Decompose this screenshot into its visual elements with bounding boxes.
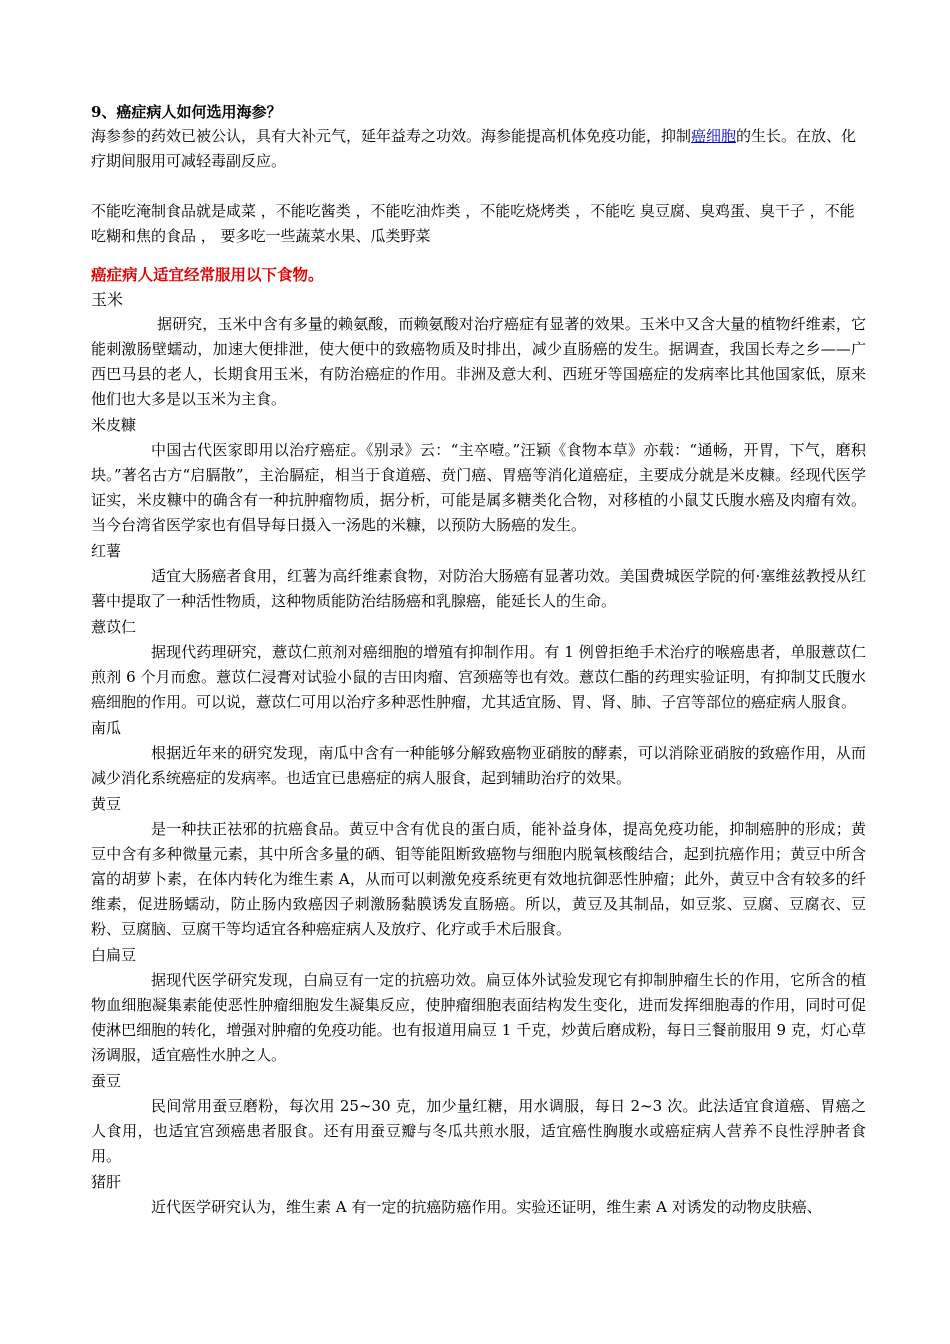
food-name-soybean: 黄豆	[91, 795, 122, 813]
cancer-cell-link[interactable]: 癌细胞	[691, 127, 737, 145]
food-name-broad-bean: 蚕豆	[91, 1072, 122, 1090]
food-avoid-paragraph: 不能吃淹制食品就是咸菜 ，不能吃酱类 ，不能吃油炸类 ，不能吃烧烤类 ，不能吃 臭豆腐、臭鸡蛋、臭干子 ，不能吃糊和焦的食品 ， 要多吃一些蔬菜水果、瓜类野菜	[91, 202, 855, 245]
blank-line	[91, 174, 866, 199]
food-name-white-hyacinth-bean: 白扁豆	[91, 946, 137, 964]
food-text-corn: 据研究，玉米中含有多量的赖氨酸，而赖氨酸对治疗癌症有显著的效果。玉米中又含大量的植物纤维素，它能刺激肠壁蠕动，加速大便排泄，使大便中的致癌物质及时排出，减少直肠癌的发生。据调查，我国长寿之乡——广西巴马县的老人，长期食用玉米，有防治癌症的作用。非洲及意大利、西班牙等国癌症的发病率比其他国家低，原来他们也大多是以玉米为主食。	[91, 315, 866, 408]
food-text-rice-bran: 中国古代医家即用以治疗癌症。《别录》云：“主卒噎。”汪颖《食物本草》亦载：“通畅，开胃，下气，磨积块。”著名古方“启膈散”，主治膈症，相当于食道癌、贲门癌、胃癌等消化道癌症，主要成分就是米皮糠。经现代医学证实，米皮糠中的确含有一种抗肿瘤物质，据分析，可能是属多糖类化合物，对移植的小鼠艾氏腹水癌及肉瘤有效。当今台湾省医学家也有倡导每日摄入一汤匙的米糠，以预防大肠癌的发生。	[91, 441, 866, 534]
question-text-after-link: 的生长。在放、化疗期间服用可减轻毒副反应。	[91, 127, 857, 170]
food-text-pumpkin: 根据近年来的研究发现，南瓜中含有一种能够分解致癌物亚硝胺的酵素，可以消除亚硝胺的致癌作用，从而减少消化系统癌症的发病率。也适宜已患癌症的病人服食，起到辅助治疗的效果。	[91, 744, 866, 787]
document-page	[91, 100, 866, 1220]
food-text-coix-seed: 据现代药理研究，薏苡仁煎剂对癌细胞的增殖有抑制作用。有 1 例曾拒绝手术治疗的喉癌患者，单服薏苡仁煎剂 6 个月而愈。薏苡仁浸膏对试验小鼠的吉田肉瘤、宫颈癌等也有效。薏苡仁酯的药理实验证明，有抑制艾氏腹水癌细胞的作用。可以说，薏苡仁可用以治疗多种恶性肿瘤，尤其适宜肠、胃、肾、肺、子宫等部位的癌症病人服食。	[91, 643, 866, 711]
food-name-coix-seed: 薏苡仁	[91, 618, 137, 636]
food-text-broad-bean: 民间常用蚕豆磨粉，每次用 25~30 克，加少量红糖，用水调服，每日 2~3 次。此法适宜食道癌、胃癌之人食用，也适宜宫颈癌患者服食。还有用蚕豆瓣与冬瓜共煎水服，适宜癌性胸腹水或癌症病人营养不良性浮肿者食用。	[91, 1097, 866, 1165]
food-name-pumpkin: 南瓜	[91, 719, 122, 737]
question-answer	[91, 124, 866, 174]
food-text-sweet-potato: 适宜大肠癌者食用，红薯为高纤维素食物，对防治大肠癌有显著功效。美国费城医学院的何·塞维兹教授从红薯中提取了一种活性物质，这种物质能防治结肠癌和乳腺癌，能延长人的生命。	[91, 567, 866, 610]
food-name-pig-liver: 猪肝	[91, 1173, 122, 1191]
food-name-rice-bran: 米皮糠	[91, 416, 137, 434]
food-name-sweet-potato: 红薯	[91, 542, 122, 560]
food-text-white-hyacinth-bean: 据现代医学研究发现，白扁豆有一定的抗癌功效。扁豆体外试验发现它有抑制肿瘤生长的作用，它所含的植物血细胞凝集素能使恶性肿瘤细胞发生凝集反应，使肿瘤细胞表面结构发生变化，进而发挥细胞毒的作用，同时可促使淋巴细胞的转化，增强对肿瘤的免疫功能。也有报道用扁豆 1 千克，炒黄后磨成粉，每日三餐前服用 9 克，灯心草汤调服，适宜癌性水肿之人。	[91, 971, 866, 1064]
question-title: 9、癌症病人如何选用海参？	[91, 103, 282, 121]
food-text-soybean: 是一种扶正祛邪的抗癌食品。黄豆中含有优良的蛋白质，能补益身体，提高免疫功能，抑制癌肿的形成；黄豆中含有多种微量元素，其中所含多量的硒、钼等能阻断致癌物与细胞内脱氧核酸结合，起到抗癌作用；黄豆中所含富的胡萝卜素，在体内转化为维生素 A，从而可以刺激免疫系统更有效地抗御恶性肿瘤；此外，黄豆中含有较多的纤维素，促进肠蠕动，防止肠内致癌因子刺激肠黏膜诱发直肠癌。所以，黄豆及其制品，如豆浆、豆腐、豆腐衣、豆粉、豆腐脑、豆腐干等均适宜各种癌症病人及放疗、化疗或手术后服食。	[91, 820, 866, 938]
food-text-pig-liver: 近代医学研究认为，维生素 A 有一定的抗癌防癌作用。实验还证明，维生素 A 对诱发的动物皮肤癌、	[151, 1198, 822, 1216]
food-name-corn: 玉米	[91, 290, 124, 309]
question-text-before-link: 海参参的药效已被公认，具有大补元气，延年益寿之功效。海参能提高机体免疫功能，抑制	[91, 127, 692, 145]
section-title: 癌症病人适宜经常服用以下食物。	[91, 266, 324, 284]
